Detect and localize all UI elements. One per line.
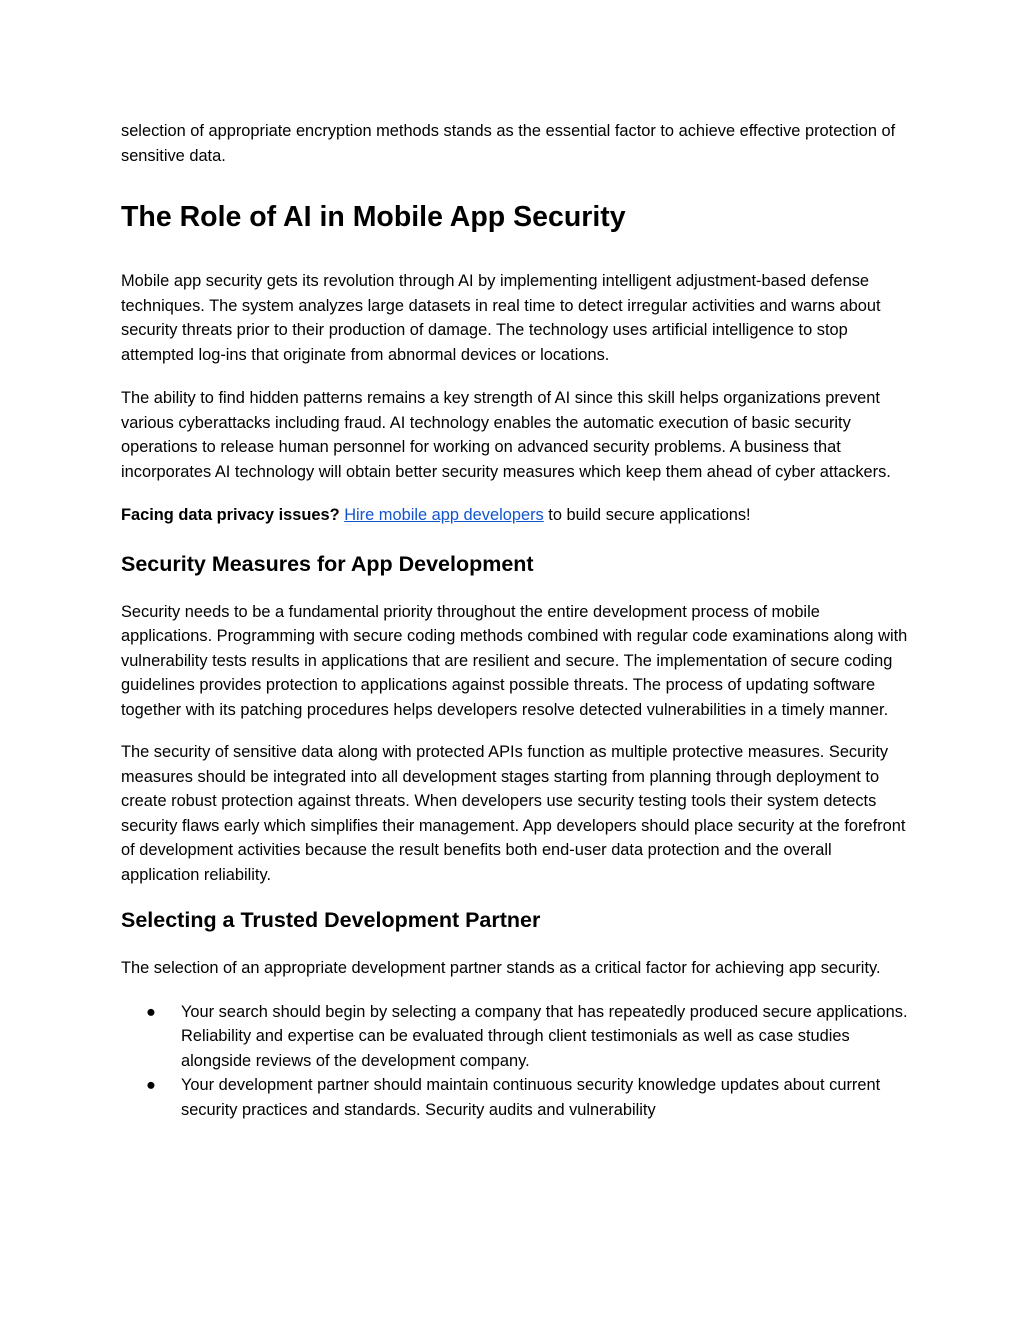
cta-line	[121, 503, 911, 528]
paragraph-measures-1: Security needs to be a fundamental priority throughout the entire development process of mobile applications. Programming with secure coding methods combined with regular code examinations along with vulnerability tests results in applications that are resilient and secure. The implementation of secure coding guidelines provides protection to applications against possible threats. The process of updating software together with its patching procedures helps developers resolve detected vulnerabilities in a timely manner.	[121, 602, 908, 719]
list-item-text: Your development partner should maintain continuous security knowledge updates about current security practices and standards. Security audits and vulnerability	[181, 1076, 881, 1119]
heading-security-measures: Security Measures for App Development	[121, 551, 534, 576]
heading-ai-role: The Role of AI in Mobile App Security	[121, 201, 626, 233]
paragraph-ai-2: The ability to find hidden patterns remains a key strength of AI since this skill helps organizations prevent various cyberattacks including fraud. AI technology enables the automatic execution of basic security operations to release human personnel for working on advanced security problems. A business that incorporates AI technology will obtain better security measures which keep them ahead of cyber attackers.	[121, 389, 891, 481]
bullet-icon: ●	[146, 1002, 156, 1021]
intro-paragraph: selection of appropriate encryption methods stands as the essential factor to achieve effective protection of sensitive data.	[121, 122, 896, 165]
hire-developers-link[interactable]: Hire mobile app developers	[344, 506, 544, 524]
document-page	[121, 119, 911, 1122]
list-item-text: Your search should begin by selecting a company that has repeatedly produced secure applications. Reliability and expertise can be evaluated through client testimonials as well as case studies alongside reviews of the development company.	[181, 1002, 908, 1070]
cta-bold-text: Facing data privacy issues?	[121, 506, 340, 524]
list-item	[121, 1000, 911, 1074]
paragraph-ai-1: Mobile app security gets its revolution through AI by implementing intelligent adjustment-based defense techniques. The system analyzes large datasets in real time to detect irregular activities and warns about security threats prior to their production of damage. The technology uses artificial intelligence to stop attempted log-ins that originate from abnormal devices or locations.	[121, 272, 881, 364]
heading-trusted-partner: Selecting a Trusted Development Partner	[121, 908, 541, 932]
list-item	[121, 1073, 911, 1122]
bullet-icon: ●	[146, 1076, 156, 1094]
paragraph-measures-2: The security of sensitive data along with protected APIs function as multiple protective measures. Security measures should be integrated into all development stages starting from planning through deployment to create robust protection against threats. When developers use security testing tools their system detects security flaws early which simplifies their management. App developers should place security at the forefront of development activities because the result benefits both end-user data protection and the overall application reliability.	[121, 743, 906, 884]
cta-trailing-text: to build secure applications!	[548, 506, 751, 524]
partner-bullet-list	[121, 1000, 911, 1123]
paragraph-partner: The selection of an appropriate development partner stands as a critical factor for achieving app security.	[121, 959, 881, 977]
